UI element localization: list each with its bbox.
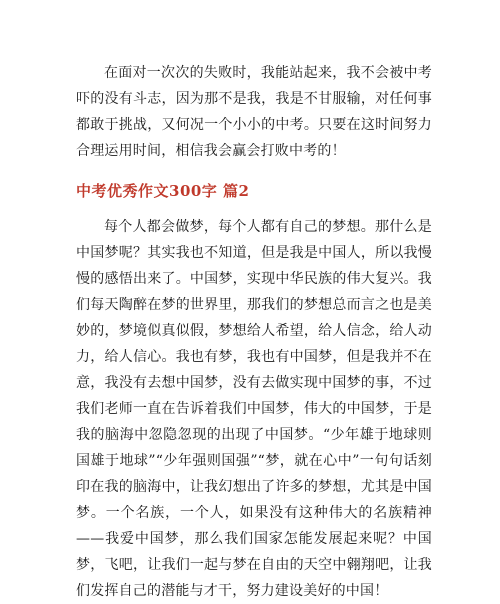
paragraph-1: 在面对一次次的失败时，我能站起来，我不会被中考吓的没有斗志，因为那不是我，我是不甘服输，对任何事都敢于挑战，又何况一个小小的中考。只要在这时间努力合理运用时间，相信我会赢会打败中考的！	[76, 65, 432, 159]
section-heading: 中考优秀作文300字 篇2	[76, 182, 250, 200]
article-body	[76, 60, 432, 604]
paragraph-2: 每个人都会做梦，每个人都有自己的梦想。那什么是中国梦呢？其实我也不知道，但是我是中国人，所以我慢慢的感悟出来了。中国梦，实现中华民族的伟大复兴。我们每天陶醉在梦的世界里，那我们的梦想总而言之也是美妙的，梦境似真似假，梦想给人希望，给人信念，给人动力，给人信心。我也有梦，我也有中国梦，但是我并不在意，我没有去想中国梦，没有去做实现中国梦的事，不过我们老师一直在告诉着我们中国梦，伟大的中国梦，于是我的脑海中忽隐忽现的出现了中国梦。“少年雄于地球则国雄于地球”“少年强则国强”“梦，就在心中”一句句话刻印在我的脑海中，让我幻想出了许多的梦想，尤其是中国梦。一个名族，一个人，如果没有这种伟大的名族精神——我爱中国梦，那么我们国家怎能发展起来呢？中国梦，飞吧，让我们一起与梦在自由的天空中翱翔吧，让我们发挥自己的潜能与才干，努力建设美好的中国！	[76, 219, 432, 599]
